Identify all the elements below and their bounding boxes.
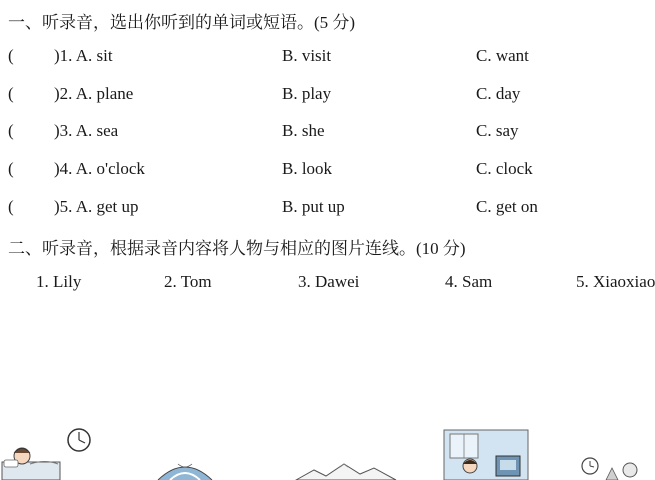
- person-name-xiaoxiao[interactable]: 5. Xiaoxiao: [576, 272, 655, 291]
- option-b: B. she: [282, 121, 325, 140]
- person-name-lily[interactable]: 1. Lily: [36, 272, 82, 291]
- option-b: B. visit: [282, 46, 332, 65]
- answer-paren[interactable]: (: [8, 159, 14, 178]
- option-a: )2. A. plane: [54, 84, 134, 103]
- option-a: )1. A. sit: [54, 46, 113, 65]
- picture-boy-at-window-icon[interactable]: [444, 430, 528, 480]
- person-name-dawei[interactable]: 3. Dawei: [298, 272, 360, 291]
- answer-paren[interactable]: (: [8, 197, 14, 216]
- answer-paren[interactable]: (: [8, 121, 14, 140]
- answer-paren[interactable]: (: [8, 84, 14, 103]
- picture-ball-icon[interactable]: [150, 460, 220, 480]
- section-2-title: 二、听录音，根据录音内容将人物与相应的图片连线。(10 分): [8, 239, 466, 258]
- option-c: C. day: [476, 84, 521, 103]
- picture-clocks-icon[interactable]: [578, 452, 640, 480]
- option-b: B. look: [282, 159, 333, 178]
- option-c: C. say: [476, 121, 519, 140]
- person-name-tom[interactable]: 2. Tom: [164, 272, 212, 291]
- picture-girl-in-bed-icon[interactable]: [0, 426, 100, 480]
- option-b: B. put up: [282, 197, 345, 216]
- option-a: )5. A. get up: [54, 197, 139, 216]
- option-b: B. play: [282, 84, 332, 103]
- option-c: C. clock: [476, 159, 533, 178]
- option-a: )4. A. o'clock: [54, 159, 145, 178]
- answer-paren[interactable]: (: [8, 46, 14, 65]
- picture-mountains-icon[interactable]: [296, 460, 396, 480]
- person-name-sam[interactable]: 4. Sam: [445, 272, 493, 291]
- section-1-title: 一、听录音，选出你听到的单词或短语。(5 分): [8, 13, 356, 32]
- option-c: C. get on: [476, 197, 538, 216]
- option-a: )3. A. sea: [54, 121, 119, 140]
- option-c: C. want: [476, 46, 529, 65]
